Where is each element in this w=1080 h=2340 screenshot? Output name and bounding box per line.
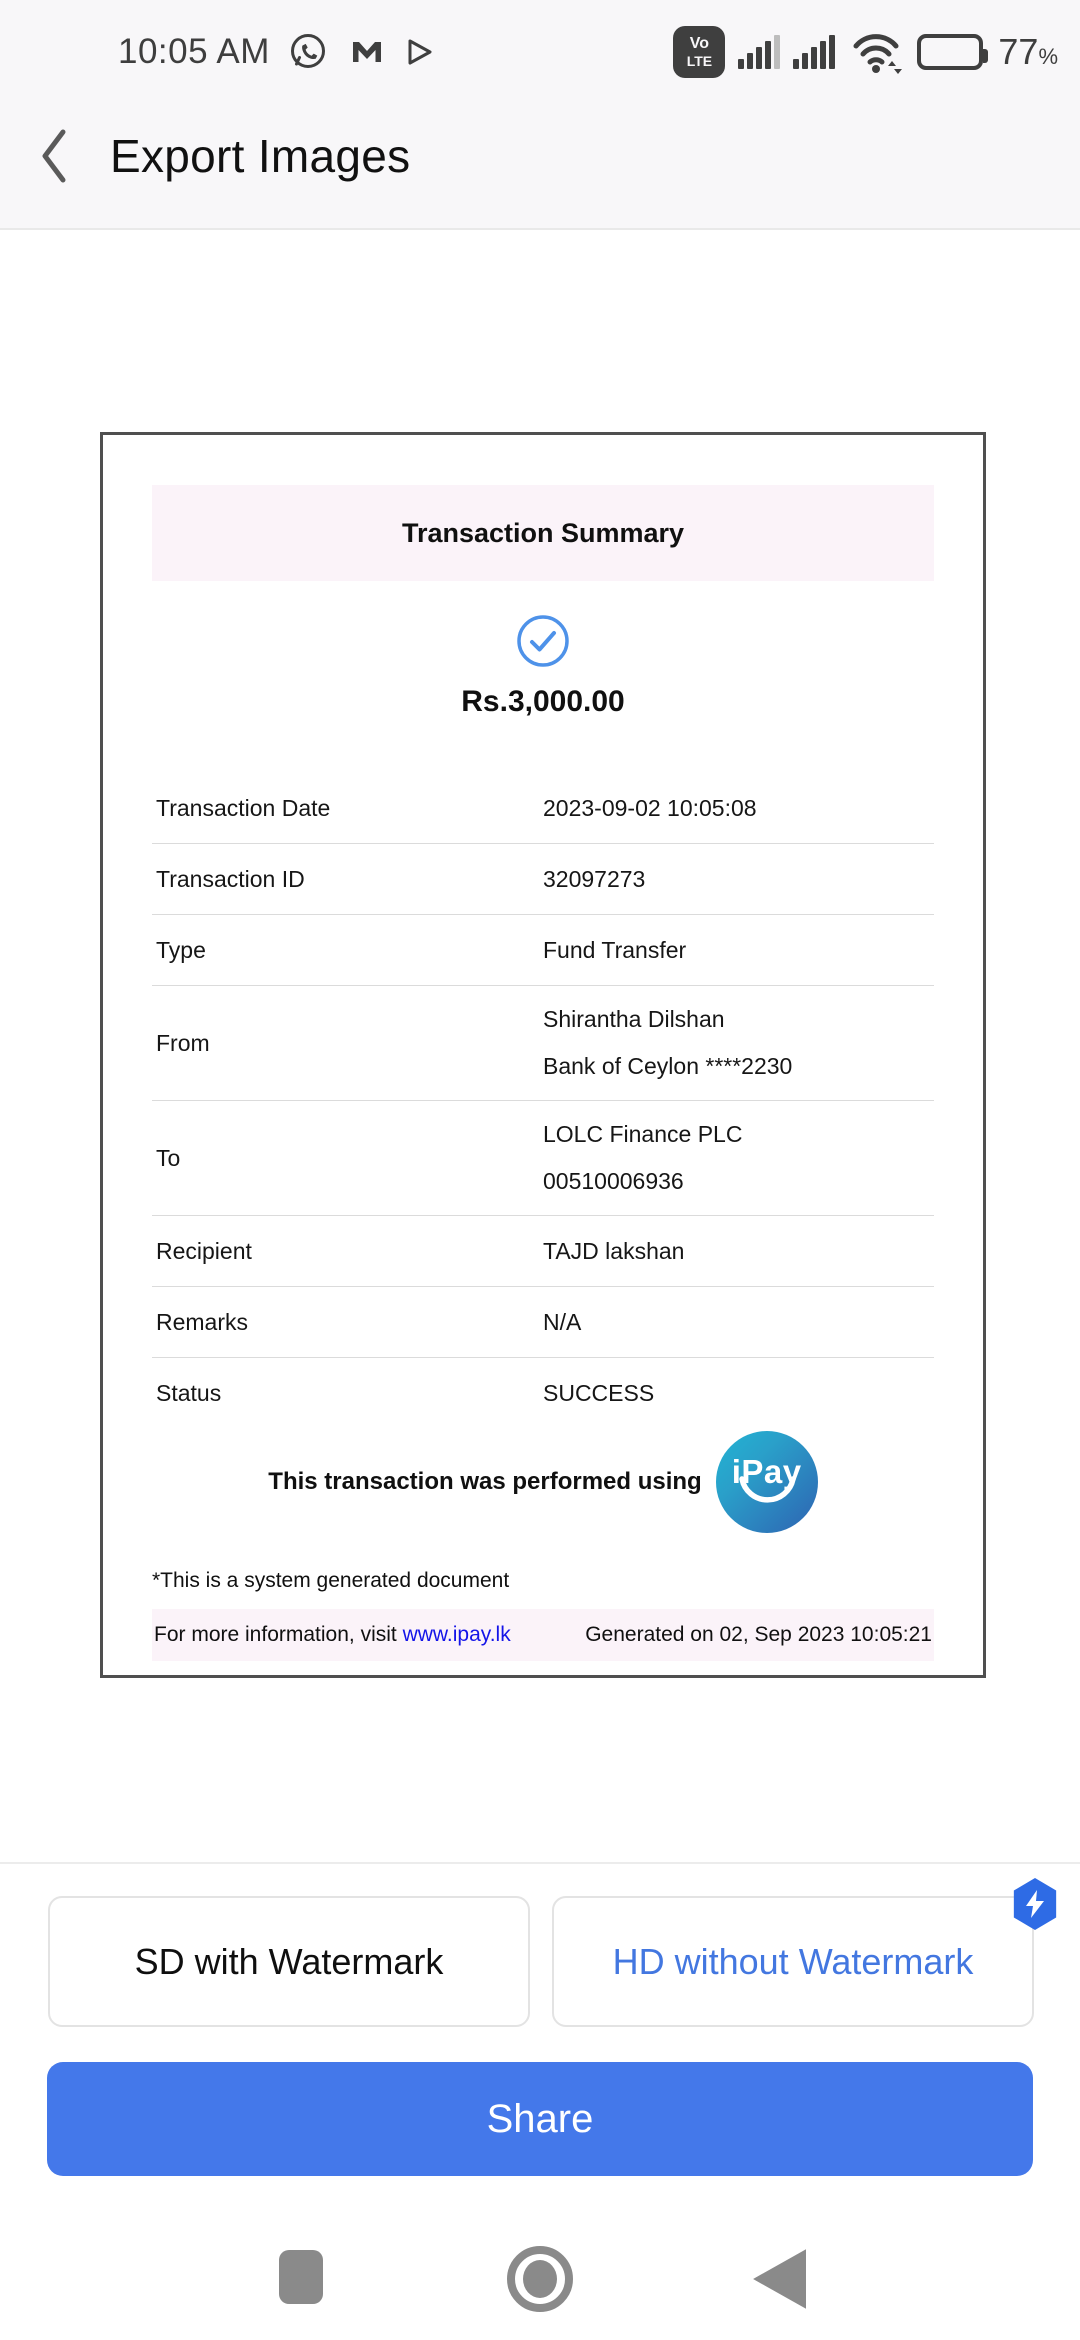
nav-home-button[interactable] — [507, 2246, 573, 2312]
table-row: Type Fund Transfer — [152, 915, 934, 986]
system-generated-note: *This is a system generated document — [152, 1569, 510, 1592]
whatsapp-icon — [286, 30, 330, 74]
play-icon — [404, 35, 436, 69]
receipt-preview — [100, 432, 986, 1678]
ipay-logo-icon: iPay — [716, 1431, 818, 1533]
transaction-amount: Rs.3,000.00 — [461, 685, 625, 718]
ipay-link: www.ipay.lk — [402, 1623, 511, 1646]
receipt-title: Transaction Summary — [152, 485, 934, 581]
hd-without-watermark-button[interactable]: HD without Watermark — [552, 1896, 1034, 2027]
table-row: To LOLC Finance PLC 00510006936 — [152, 1101, 934, 1216]
back-button[interactable] — [0, 106, 110, 206]
signal-sim1-icon — [738, 35, 780, 69]
status-bar — [0, 16, 1080, 88]
gmail-icon — [346, 31, 388, 73]
chevron-left-icon — [35, 124, 75, 188]
table-row: Remarks N/A — [152, 1287, 934, 1358]
success-check-icon — [152, 613, 934, 669]
sd-with-watermark-button[interactable]: SD with Watermark — [48, 1896, 530, 2027]
nav-back-button[interactable] — [752, 2248, 806, 2310]
clock: 10:05 AM — [118, 32, 270, 71]
performed-using-row: This transaction was performed using iPay — [152, 1431, 934, 1533]
battery-percent: 77% — [998, 31, 1058, 72]
nav-menu-button[interactable] — [279, 2250, 323, 2304]
table-row: Transaction ID 32097273 — [152, 844, 934, 915]
sheet-divider — [0, 1862, 1080, 1864]
receipt-footer — [152, 1609, 934, 1661]
share-button[interactable]: Share — [47, 2062, 1033, 2176]
info-text: For more information, visit www.ipay.lk — [154, 1623, 511, 1646]
table-row: From Shirantha Dilshan Bank of Ceylon ****2230 — [152, 986, 934, 1101]
receipt-table — [152, 773, 934, 1429]
table-row: Status SUCCESS — [156, 1380, 655, 1406]
wifi-icon — [848, 28, 904, 76]
table-row: Transaction Date 2023-09-02 10:05:08 — [152, 773, 934, 844]
volte-icon: Vo LTE — [673, 26, 725, 78]
battery-icon — [917, 34, 983, 70]
signal-sim2-icon — [793, 35, 835, 69]
top-chrome — [0, 0, 1080, 230]
table-row: Recipient TAJD lakshan — [152, 1216, 934, 1287]
lightning-icon — [1024, 1890, 1046, 1918]
page-title: Export Images — [110, 130, 411, 182]
generated-timestamp: Generated on 02, Sep 2023 10:05:21 — [585, 1623, 932, 1646]
